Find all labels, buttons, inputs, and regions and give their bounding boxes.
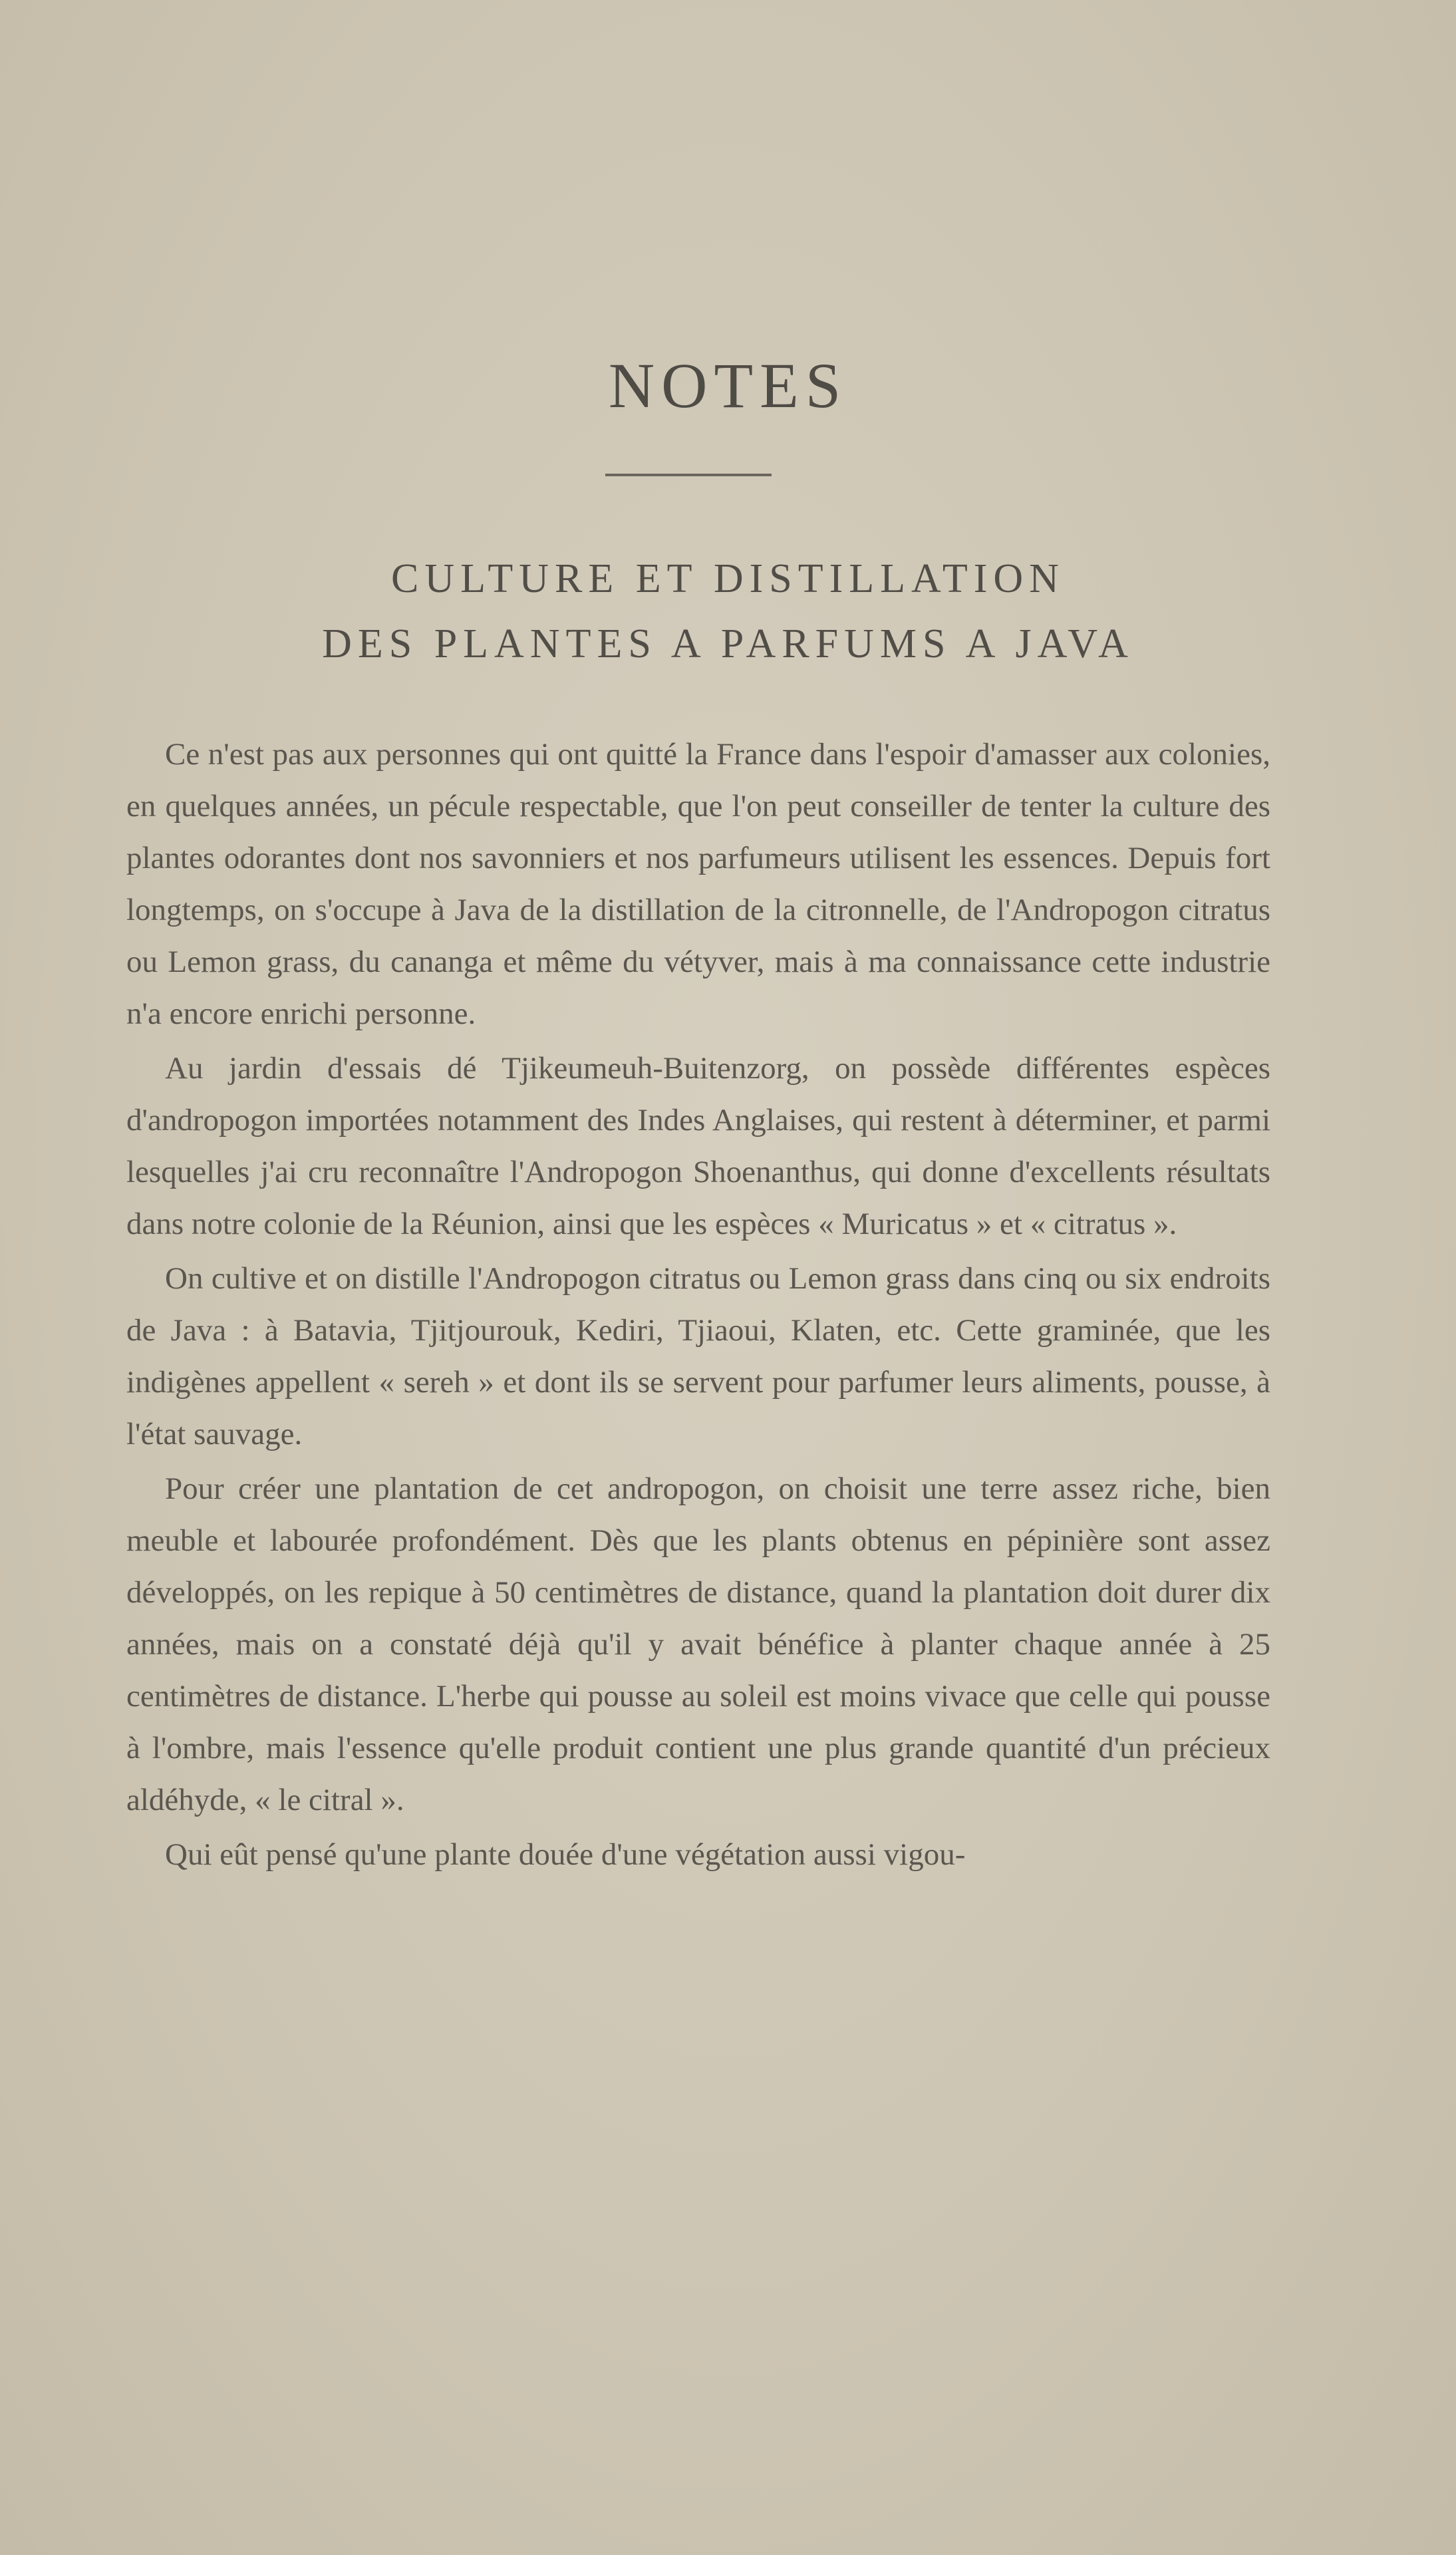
page-title: NOTES — [608, 350, 848, 421]
section-heading-line-1: CULTURE ET DISTILLATION — [391, 556, 1065, 601]
paragraph-3: On cultive et on distille l'Andropogon citratus ou Lemon grass dans cinq ou six endroits de Java : à Batavia, Tjitjourouk, Kediri, Tjiaoui, Klaten, etc. Cette graminée, que les indigènes appellent « sereh » et dont ils se servent pour parfumer leurs aliments, pousse, à l'état sauvage. — [126, 1261, 1270, 1451]
body-text — [126, 728, 1270, 1883]
section-heading-line-2: DES PLANTES A PARFUMS A JAVA — [322, 621, 1134, 667]
paragraph-2: Au jardin d'essais dé Tjikeumeuh-Buitenzorg, on possède différentes espèces d'andropogon importées notamment des Indes Anglaises, qui restent à déterminer, et parmi lesquelles j'ai cru reconnaître l'Andropogon Shoenanthus, qui donne d'excellents résultats dans notre colonie de la Réunion, ainsi que les espèces « Muricatus » et « citratus ». — [126, 1051, 1270, 1241]
title-rule — [605, 474, 772, 476]
paragraph-1: Ce n'est pas aux personnes qui ont quitté la France dans l'espoir d'amasser aux colonies, en quelques années, un pécule respectable, que l'on peut conseiller de tenter la culture des plantes odorantes dont nos savonniers et nos parfumeurs utilisent les essences. Depuis fort longtemps, on s'occupe à Java de la distillation de la citronnelle, de l'Andropogon citratus ou Lemon grass, du cananga et même du vétyver, mais à ma connaissance cette industrie n'a encore enrichi personne. — [126, 737, 1270, 1031]
paragraph-4: Pour créer une plantation de cet andropogon, on choisit une terre assez riche, bien meuble et labourée profondément. Dès que les plants obtenus en pépinière sont assez développés, on les repique à 50 centimètres de distance, quand la plantation doit durer dix années, mais on a constaté déjà qu'il y avait bénéfice à planter chaque année à 25 centimètres de distance. L'herbe qui pousse au soleil est moins vivace que celle qui pousse à l'ombre, mais l'essence qu'elle produit contient une plus grande quantité d'un précieux aldéhyde, « le citral ». — [126, 1471, 1270, 1817]
paragraph-5: Qui eût pensé qu'une plante douée d'une végétation aussi vigou- — [165, 1837, 966, 1872]
